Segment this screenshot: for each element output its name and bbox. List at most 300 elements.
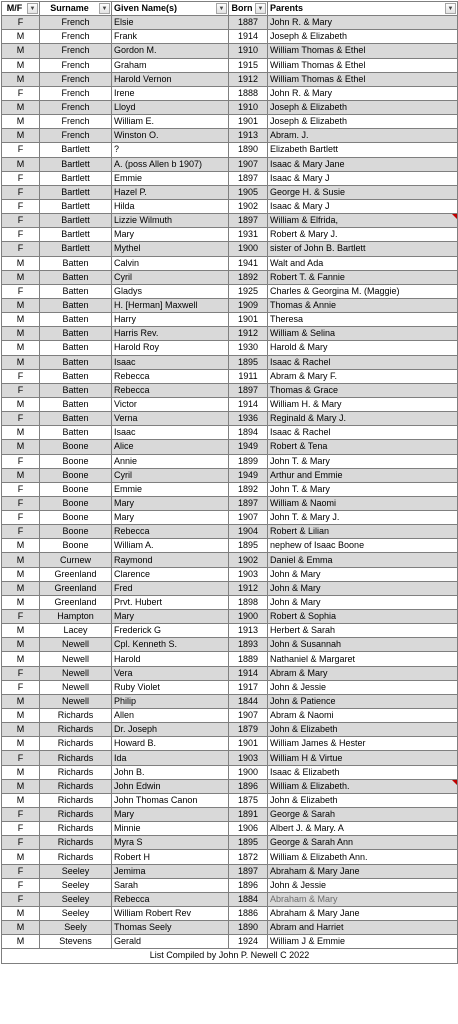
cell-parents[interactable]: nephew of Isaac Boone (268, 539, 458, 553)
cell-born[interactable]: 1895 (229, 836, 268, 850)
cell-mf[interactable]: F (2, 369, 40, 383)
cell-surname[interactable]: Richards (40, 793, 112, 807)
cell-surname[interactable]: Richards (40, 779, 112, 793)
cell-mf[interactable]: M (2, 256, 40, 270)
cell-given-name[interactable]: Gordon M. (112, 44, 229, 58)
cell-born[interactable]: 1884 (229, 892, 268, 906)
cell-born[interactable]: 1906 (229, 822, 268, 836)
cell-given-name[interactable]: Thomas Seely (112, 921, 229, 935)
cell-born[interactable]: 1949 (229, 440, 268, 454)
cell-mf[interactable]: F (2, 751, 40, 765)
cell-given-name[interactable]: Frank (112, 30, 229, 44)
cell-surname[interactable]: French (40, 16, 112, 30)
cell-surname[interactable]: Richards (40, 723, 112, 737)
cell-mf[interactable]: F (2, 864, 40, 878)
cell-surname[interactable]: Boone (40, 525, 112, 539)
filter-button-mf[interactable] (27, 3, 38, 14)
cell-born[interactable]: 1902 (229, 553, 268, 567)
cell-mf[interactable]: M (2, 694, 40, 708)
cell-given-name[interactable]: Alice (112, 440, 229, 454)
cell-given-name[interactable]: Frederick G (112, 624, 229, 638)
cell-given-name[interactable]: John Thomas Canon (112, 793, 229, 807)
cell-mf[interactable]: F (2, 242, 40, 256)
cell-born[interactable]: 1897 (229, 171, 268, 185)
cell-born[interactable]: 1901 (229, 313, 268, 327)
cell-born[interactable]: 1897 (229, 383, 268, 397)
cell-parents[interactable]: John & Patience (268, 694, 458, 708)
cell-given-name[interactable]: Cpl. Kenneth S. (112, 638, 229, 652)
cell-surname[interactable]: Boone (40, 496, 112, 510)
cell-surname[interactable]: French (40, 100, 112, 114)
cell-given-name[interactable]: Ruby Violet (112, 680, 229, 694)
cell-surname[interactable]: Batten (40, 284, 112, 298)
cell-parents[interactable]: Albert J. & Mary. A (268, 822, 458, 836)
cell-parents[interactable]: Walt and Ada (268, 256, 458, 270)
cell-mf[interactable]: M (2, 44, 40, 58)
cell-born[interactable]: 1912 (229, 327, 268, 341)
cell-parents[interactable]: William Thomas & Ethel (268, 72, 458, 86)
cell-mf[interactable]: F (2, 454, 40, 468)
cell-surname[interactable]: Batten (40, 256, 112, 270)
cell-given-name[interactable]: Robert H (112, 850, 229, 864)
cell-born[interactable]: 1892 (229, 482, 268, 496)
cell-surname[interactable]: Batten (40, 383, 112, 397)
comment-indicator-icon[interactable] (452, 214, 457, 219)
cell-parents[interactable]: William & Elizabeth. (268, 779, 458, 793)
cell-surname[interactable]: Richards (40, 709, 112, 723)
cell-surname[interactable]: Batten (40, 369, 112, 383)
cell-given-name[interactable]: Mary (112, 496, 229, 510)
cell-mf[interactable]: M (2, 553, 40, 567)
cell-parents[interactable]: Joseph & Elizabeth (268, 30, 458, 44)
cell-parents[interactable]: John & Elizabeth (268, 723, 458, 737)
cell-mf[interactable]: F (2, 214, 40, 228)
cell-mf[interactable]: F (2, 228, 40, 242)
cell-surname[interactable]: Batten (40, 327, 112, 341)
cell-given-name[interactable]: John Edwin (112, 779, 229, 793)
cell-born[interactable]: 1909 (229, 298, 268, 312)
cell-surname[interactable]: Richards (40, 737, 112, 751)
cell-mf[interactable]: M (2, 115, 40, 129)
cell-surname[interactable]: Bartlett (40, 157, 112, 171)
cell-parents[interactable]: Abram & Mary F. (268, 369, 458, 383)
cell-given-name[interactable]: Clarence (112, 567, 229, 581)
cell-given-name[interactable]: Graham (112, 58, 229, 72)
cell-parents[interactable]: Isaac & Mary J (268, 199, 458, 213)
cell-surname[interactable]: Batten (40, 355, 112, 369)
cell-parents[interactable]: Isaac & Mary J (268, 171, 458, 185)
cell-surname[interactable]: French (40, 129, 112, 143)
cell-born[interactable]: 1949 (229, 468, 268, 482)
cell-mf[interactable]: F (2, 86, 40, 100)
cell-surname[interactable]: Seeley (40, 864, 112, 878)
cell-parents[interactable]: Isaac & Rachel (268, 355, 458, 369)
cell-parents[interactable]: William & Naomi (268, 496, 458, 510)
cell-parents[interactable]: Charles & Georgina M. (Maggie) (268, 284, 458, 298)
cell-parents[interactable]: John & Mary (268, 567, 458, 581)
cell-given-name[interactable]: Jemima (112, 864, 229, 878)
cell-surname[interactable]: Newell (40, 652, 112, 666)
cell-born[interactable]: 1910 (229, 44, 268, 58)
cell-mf[interactable]: M (2, 567, 40, 581)
cell-parents[interactable]: Reginald & Mary J. (268, 412, 458, 426)
cell-born[interactable]: 1892 (229, 270, 268, 284)
cell-parents[interactable]: William Thomas & Ethel (268, 58, 458, 72)
cell-mf[interactable]: F (2, 496, 40, 510)
cell-given-name[interactable]: Isaac (112, 426, 229, 440)
cell-given-name[interactable]: Irene (112, 86, 229, 100)
cell-given-name[interactable]: Victor (112, 397, 229, 411)
cell-mf[interactable]: M (2, 58, 40, 72)
cell-born[interactable]: 1912 (229, 581, 268, 595)
cell-born[interactable]: 1941 (229, 256, 268, 270)
cell-surname[interactable]: French (40, 44, 112, 58)
cell-surname[interactable]: Bartlett (40, 185, 112, 199)
cell-surname[interactable]: Newell (40, 680, 112, 694)
cell-parents[interactable]: George & Sarah Ann (268, 836, 458, 850)
cell-given-name[interactable]: Annie (112, 454, 229, 468)
cell-parents[interactable]: William James & Hester (268, 737, 458, 751)
cell-surname[interactable]: Richards (40, 850, 112, 864)
cell-surname[interactable]: Greenland (40, 581, 112, 595)
cell-mf[interactable]: M (2, 624, 40, 638)
cell-mf[interactable]: M (2, 709, 40, 723)
cell-given-name[interactable]: William Robert Rev (112, 907, 229, 921)
cell-mf[interactable]: F (2, 610, 40, 624)
cell-mf[interactable]: F (2, 511, 40, 525)
cell-mf[interactable]: F (2, 892, 40, 906)
cell-parents[interactable]: Thomas & Annie (268, 298, 458, 312)
cell-mf[interactable]: M (2, 440, 40, 454)
filter-button-surname[interactable] (99, 3, 110, 14)
cell-given-name[interactable]: Elsie (112, 16, 229, 30)
cell-given-name[interactable]: Verna (112, 412, 229, 426)
cell-born[interactable]: 1890 (229, 921, 268, 935)
cell-born[interactable]: 1907 (229, 709, 268, 723)
cell-surname[interactable]: French (40, 58, 112, 72)
cell-mf[interactable]: M (2, 935, 40, 949)
cell-surname[interactable]: Newell (40, 638, 112, 652)
cell-born[interactable]: 1902 (229, 199, 268, 213)
cell-parents[interactable]: William & Elfrida, (268, 214, 458, 228)
cell-surname[interactable]: Batten (40, 313, 112, 327)
cell-surname[interactable]: Newell (40, 694, 112, 708)
cell-mf[interactable]: M (2, 157, 40, 171)
cell-given-name[interactable]: Ida (112, 751, 229, 765)
cell-mf[interactable]: M (2, 298, 40, 312)
cell-parents[interactable]: William & Selina (268, 327, 458, 341)
cell-surname[interactable]: Curnew (40, 553, 112, 567)
cell-given-name[interactable]: Vera (112, 666, 229, 680)
cell-parents[interactable]: Theresa (268, 313, 458, 327)
cell-born[interactable]: 1915 (229, 58, 268, 72)
cell-mf[interactable]: F (2, 822, 40, 836)
cell-parents[interactable]: Abraham & Mary (268, 892, 458, 906)
cell-parents[interactable]: William H & Virtue (268, 751, 458, 765)
cell-parents[interactable]: William Thomas & Ethel (268, 44, 458, 58)
cell-surname[interactable]: Richards (40, 765, 112, 779)
cell-parents[interactable]: Robert & Sophia (268, 610, 458, 624)
cell-born[interactable]: 1900 (229, 765, 268, 779)
cell-surname[interactable]: French (40, 30, 112, 44)
cell-born[interactable]: 1901 (229, 737, 268, 751)
cell-surname[interactable]: Bartlett (40, 242, 112, 256)
cell-born[interactable]: 1872 (229, 850, 268, 864)
cell-mf[interactable]: M (2, 595, 40, 609)
cell-surname[interactable]: Boone (40, 468, 112, 482)
cell-given-name[interactable]: Emmie (112, 482, 229, 496)
cell-given-name[interactable]: Rebecca (112, 892, 229, 906)
cell-mf[interactable]: F (2, 836, 40, 850)
cell-given-name[interactable]: William A. (112, 539, 229, 553)
cell-parents[interactable]: John T. & Mary J. (268, 511, 458, 525)
cell-given-name[interactable]: Fred (112, 581, 229, 595)
cell-born[interactable]: 1900 (229, 242, 268, 256)
cell-mf[interactable]: M (2, 129, 40, 143)
cell-parents[interactable]: Robert & Tena (268, 440, 458, 454)
cell-given-name[interactable]: Philip (112, 694, 229, 708)
cell-parents[interactable]: Abram and Harriet (268, 921, 458, 935)
cell-born[interactable]: 1925 (229, 284, 268, 298)
cell-born[interactable]: 1907 (229, 511, 268, 525)
cell-parents[interactable]: George & Sarah (268, 808, 458, 822)
cell-mf[interactable]: M (2, 426, 40, 440)
cell-born[interactable]: 1897 (229, 496, 268, 510)
cell-given-name[interactable]: Rebecca (112, 369, 229, 383)
cell-surname[interactable]: Seeley (40, 892, 112, 906)
cell-born[interactable]: 1910 (229, 100, 268, 114)
comment-indicator-icon[interactable] (452, 780, 457, 785)
cell-parents[interactable]: John R. & Mary (268, 16, 458, 30)
cell-mf[interactable]: F (2, 482, 40, 496)
cell-parents[interactable]: Nathaniel & Margaret (268, 652, 458, 666)
cell-given-name[interactable]: Gladys (112, 284, 229, 298)
cell-mf[interactable]: F (2, 16, 40, 30)
cell-parents[interactable]: John & Susannah (268, 638, 458, 652)
cell-born[interactable]: 1901 (229, 115, 268, 129)
cell-parents[interactable]: Robert T. & Fannie (268, 270, 458, 284)
cell-born[interactable]: 1911 (229, 369, 268, 383)
cell-surname[interactable]: Seely (40, 921, 112, 935)
cell-born[interactable]: 1897 (229, 864, 268, 878)
cell-surname[interactable]: Bartlett (40, 228, 112, 242)
cell-born[interactable]: 1896 (229, 779, 268, 793)
cell-parents[interactable]: Abram & Naomi (268, 709, 458, 723)
cell-born[interactable]: 1893 (229, 638, 268, 652)
cell-born[interactable]: 1904 (229, 525, 268, 539)
filter-button-given[interactable] (216, 3, 227, 14)
cell-mf[interactable]: F (2, 525, 40, 539)
cell-given-name[interactable]: Minnie (112, 822, 229, 836)
cell-born[interactable]: 1886 (229, 907, 268, 921)
cell-born[interactable]: 1887 (229, 16, 268, 30)
cell-given-name[interactable]: John B. (112, 765, 229, 779)
cell-born[interactable]: 1905 (229, 185, 268, 199)
cell-born[interactable]: 1897 (229, 214, 268, 228)
cell-surname[interactable]: Batten (40, 298, 112, 312)
cell-given-name[interactable]: Harold (112, 652, 229, 666)
cell-mf[interactable]: M (2, 539, 40, 553)
cell-mf[interactable]: F (2, 412, 40, 426)
cell-mf[interactable]: F (2, 383, 40, 397)
cell-given-name[interactable]: Winston O. (112, 129, 229, 143)
cell-born[interactable]: 1879 (229, 723, 268, 737)
cell-surname[interactable]: Batten (40, 397, 112, 411)
cell-parents[interactable]: Herbert & Sarah (268, 624, 458, 638)
cell-given-name[interactable]: Harry (112, 313, 229, 327)
filter-button-born[interactable] (255, 3, 266, 14)
cell-surname[interactable]: Greenland (40, 595, 112, 609)
cell-surname[interactable]: Hampton (40, 610, 112, 624)
cell-born[interactable]: 1913 (229, 624, 268, 638)
cell-born[interactable]: 1900 (229, 610, 268, 624)
cell-parents[interactable]: Robert & Lilian (268, 525, 458, 539)
cell-surname[interactable]: Boone (40, 511, 112, 525)
cell-mf[interactable]: M (2, 765, 40, 779)
cell-surname[interactable]: Boone (40, 482, 112, 496)
cell-mf[interactable]: F (2, 878, 40, 892)
cell-mf[interactable]: F (2, 680, 40, 694)
cell-born[interactable]: 1896 (229, 878, 268, 892)
cell-born[interactable]: 1844 (229, 694, 268, 708)
cell-born[interactable]: 1890 (229, 143, 268, 157)
cell-surname[interactable]: French (40, 72, 112, 86)
cell-parents[interactable]: John & Elizabeth (268, 793, 458, 807)
cell-born[interactable]: 1914 (229, 666, 268, 680)
cell-given-name[interactable]: Harris Rev. (112, 327, 229, 341)
cell-born[interactable]: 1895 (229, 539, 268, 553)
cell-parents[interactable]: William J & Emmie (268, 935, 458, 949)
cell-mf[interactable]: M (2, 30, 40, 44)
cell-given-name[interactable]: Myra S (112, 836, 229, 850)
cell-parents[interactable]: John & Jessie (268, 878, 458, 892)
cell-given-name[interactable]: Gerald (112, 935, 229, 949)
cell-given-name[interactable]: Lizzie Wilmuth (112, 214, 229, 228)
cell-mf[interactable]: M (2, 652, 40, 666)
cell-surname[interactable]: Bartlett (40, 214, 112, 228)
cell-parents[interactable]: Arthur and Emmie (268, 468, 458, 482)
cell-given-name[interactable]: Hazel P. (112, 185, 229, 199)
cell-surname[interactable]: Batten (40, 426, 112, 440)
cell-surname[interactable]: Batten (40, 270, 112, 284)
cell-born[interactable]: 1903 (229, 567, 268, 581)
cell-parents[interactable]: sister of John B. Bartlett (268, 242, 458, 256)
cell-surname[interactable]: Richards (40, 751, 112, 765)
cell-parents[interactable]: Abraham & Mary Jane (268, 864, 458, 878)
cell-surname[interactable]: Batten (40, 412, 112, 426)
cell-parents[interactable]: John & Mary (268, 595, 458, 609)
cell-given-name[interactable]: Sarah (112, 878, 229, 892)
cell-parents[interactable]: Elizabeth Bartlett (268, 143, 458, 157)
cell-surname[interactable]: Batten (40, 341, 112, 355)
cell-born[interactable]: 1899 (229, 454, 268, 468)
cell-mf[interactable]: M (2, 907, 40, 921)
cell-mf[interactable]: M (2, 355, 40, 369)
cell-given-name[interactable]: Isaac (112, 355, 229, 369)
cell-parents[interactable]: William & Elizabeth Ann. (268, 850, 458, 864)
cell-born[interactable]: 1914 (229, 397, 268, 411)
cell-parents[interactable]: Abram. J. (268, 129, 458, 143)
cell-given-name[interactable]: Mythel (112, 242, 229, 256)
cell-parents[interactable]: John & Jessie (268, 680, 458, 694)
cell-born[interactable]: 1913 (229, 129, 268, 143)
cell-born[interactable]: 1917 (229, 680, 268, 694)
cell-given-name[interactable]: Mary (112, 808, 229, 822)
cell-surname[interactable]: Greenland (40, 567, 112, 581)
cell-surname[interactable]: Boone (40, 539, 112, 553)
cell-born[interactable]: 1895 (229, 355, 268, 369)
cell-given-name[interactable]: H. [Herman] Maxwell (112, 298, 229, 312)
cell-given-name[interactable]: Mary (112, 511, 229, 525)
cell-parents[interactable]: George H. & Susie (268, 185, 458, 199)
cell-mf[interactable]: M (2, 397, 40, 411)
cell-given-name[interactable]: William E. (112, 115, 229, 129)
cell-given-name[interactable]: A. (poss Allen b 1907) (112, 157, 229, 171)
cell-given-name[interactable]: Hilda (112, 199, 229, 213)
cell-mf[interactable]: M (2, 72, 40, 86)
cell-given-name[interactable]: Prvt. Hubert (112, 595, 229, 609)
cell-surname[interactable]: Bartlett (40, 199, 112, 213)
cell-parents[interactable]: John R. & Mary (268, 86, 458, 100)
cell-born[interactable]: 1894 (229, 426, 268, 440)
cell-parents[interactable]: John & Mary (268, 581, 458, 595)
cell-surname[interactable]: French (40, 115, 112, 129)
cell-surname[interactable]: Bartlett (40, 143, 112, 157)
cell-mf[interactable]: M (2, 327, 40, 341)
cell-given-name[interactable]: Harold Vernon (112, 72, 229, 86)
cell-given-name[interactable]: Howard B. (112, 737, 229, 751)
cell-mf[interactable]: M (2, 341, 40, 355)
cell-given-name[interactable]: Cyril (112, 468, 229, 482)
cell-given-name[interactable]: Dr. Joseph (112, 723, 229, 737)
cell-born[interactable]: 1912 (229, 72, 268, 86)
cell-surname[interactable]: Seeley (40, 878, 112, 892)
cell-mf[interactable]: M (2, 737, 40, 751)
cell-mf[interactable]: F (2, 808, 40, 822)
cell-parents[interactable]: Abram & Mary (268, 666, 458, 680)
cell-mf[interactable]: M (2, 468, 40, 482)
cell-mf[interactable]: M (2, 723, 40, 737)
cell-mf[interactable]: F (2, 199, 40, 213)
cell-surname[interactable]: Stevens (40, 935, 112, 949)
cell-born[interactable]: 1936 (229, 412, 268, 426)
cell-mf[interactable]: F (2, 666, 40, 680)
cell-born[interactable]: 1914 (229, 30, 268, 44)
cell-given-name[interactable]: Mary (112, 610, 229, 624)
cell-parents[interactable]: Isaac & Mary Jane (268, 157, 458, 171)
cell-mf[interactable]: M (2, 270, 40, 284)
cell-born[interactable]: 1931 (229, 228, 268, 242)
compiled-by-footer[interactable]: List Compiled by John P. Newell C 2022 (2, 949, 458, 963)
cell-parents[interactable]: Robert & Mary J. (268, 228, 458, 242)
cell-surname[interactable]: French (40, 86, 112, 100)
cell-born[interactable]: 1875 (229, 793, 268, 807)
cell-given-name[interactable]: Allen (112, 709, 229, 723)
cell-parents[interactable]: Harold & Mary (268, 341, 458, 355)
cell-given-name[interactable]: Emmie (112, 171, 229, 185)
cell-parents[interactable]: William H. & Mary (268, 397, 458, 411)
cell-mf[interactable]: F (2, 185, 40, 199)
cell-born[interactable]: 1903 (229, 751, 268, 765)
cell-given-name[interactable]: Lloyd (112, 100, 229, 114)
cell-given-name[interactable]: ? (112, 143, 229, 157)
cell-given-name[interactable]: Rebecca (112, 525, 229, 539)
cell-parents[interactable]: Isaac & Rachel (268, 426, 458, 440)
cell-given-name[interactable]: Cyril (112, 270, 229, 284)
cell-mf[interactable]: M (2, 850, 40, 864)
cell-given-name[interactable]: Rebecca (112, 383, 229, 397)
cell-parents[interactable]: Joseph & Elizabeth (268, 115, 458, 129)
